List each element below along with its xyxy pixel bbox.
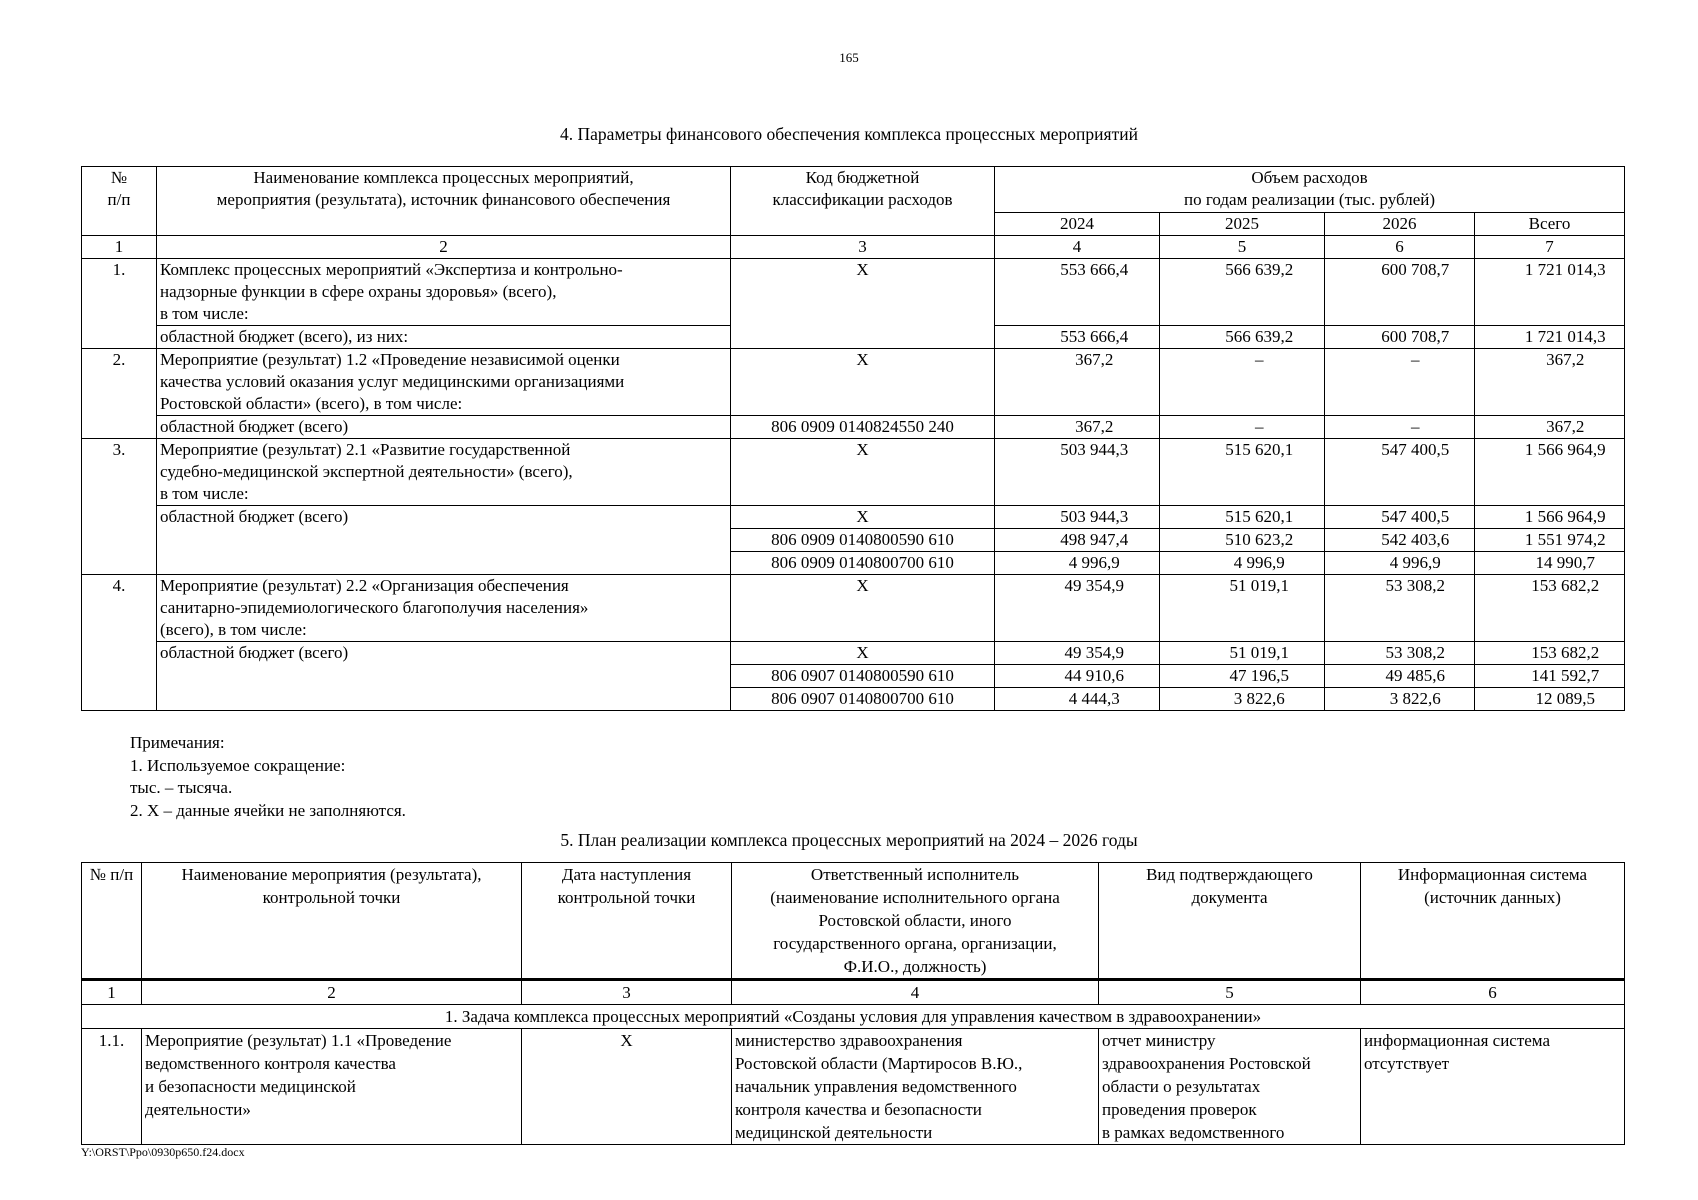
row-subname: областной бюджет (всего) (157, 642, 731, 711)
row-date: X (522, 1029, 732, 1145)
financing-table (81, 166, 1625, 711)
row-num: 1. (82, 259, 157, 349)
index-row (82, 980, 1625, 1005)
value-total: 141 592,7 (1475, 665, 1625, 688)
index-cell: 7 (1475, 236, 1625, 259)
value-total: 12 089,5 (1475, 688, 1625, 711)
value-2025: 566 639,2 (1160, 259, 1325, 326)
header-2025: 2025 (1160, 213, 1325, 236)
row-code: 806 0907 0140800590 610 (731, 665, 995, 688)
value-2026: 4 996,9 (1325, 552, 1475, 575)
row-subname: областной бюджет (всего) (157, 416, 731, 439)
row-doc: отчет министру здравоохранения Ростовской области о результатах проведения проверок в рамках ведомственного (1099, 1029, 1361, 1145)
section4-title: 4. Параметры финансового обеспечения комплекса процессных мероприятий (560, 124, 1138, 144)
table-row (82, 1029, 1625, 1145)
row-name: Мероприятие (результат) 2.2 «Организация обеспечения санитарно-эпидемиологического благополучия населения» (всего), в том числе: (157, 575, 731, 642)
row-num: 2. (82, 349, 157, 439)
index-row (82, 236, 1625, 259)
page-number: 165 (839, 50, 859, 65)
footer-file-path: Y:\ORST\Ppo\0930p650.f24.docx (81, 1145, 245, 1159)
index-cell: 4 (995, 236, 1160, 259)
index-cell: 6 (1361, 980, 1625, 1005)
plan-table (81, 862, 1625, 1145)
index-cell: 6 (1325, 236, 1475, 259)
value-total: 1 566 964,9 (1475, 439, 1625, 506)
note-line: 2. X – данные ячейки не заполняются. (130, 800, 406, 820)
row-subname: областной бюджет (всего), из них: (157, 326, 731, 349)
row-code: X (731, 259, 995, 349)
value-2024: 367,2 (995, 349, 1160, 416)
value-2026: – (1325, 349, 1475, 416)
row-name: Комплекс процессных мероприятий «Экспертиза и контрольно- надзорные функции в сфере охраны здоровья» (всего), в том числе: (157, 259, 731, 326)
row-executor: министерство здравоохранения Ростовской области (Мартиросов В.Ю., начальник управления ведомственного контроля качества и безопасности медицинской деятельности (732, 1029, 1099, 1145)
value-total: 153 682,2 (1475, 642, 1625, 665)
row-code: 806 0909 0140800590 610 (731, 529, 995, 552)
row-code: X (731, 575, 995, 642)
value-2025: 566 639,2 (1160, 326, 1325, 349)
value-2026: 600 708,7 (1325, 326, 1475, 349)
value-2026: 542 403,6 (1325, 529, 1475, 552)
value-total: 1 721 014,3 (1475, 259, 1625, 326)
header-2026: 2026 (1325, 213, 1475, 236)
index-cell: 3 (731, 236, 995, 259)
value-2026: – (1325, 416, 1475, 439)
table-row (82, 259, 1625, 326)
task-title: 1. Задача комплекса процессных мероприятий «Созданы условия для управления качеством в здравоохранении» (82, 1005, 1625, 1029)
table-row (82, 506, 1625, 529)
value-2024: 49 354,9 (995, 575, 1160, 642)
value-2025: 510 623,2 (1160, 529, 1325, 552)
row-code: X (731, 506, 995, 529)
header-executor: Ответственный исполнитель (наименование исполнительного органа Ростовской области, иного государственного органа, организации, Ф.И.О., должность) (732, 863, 1099, 980)
row-num: 4. (82, 575, 157, 711)
value-2026: 600 708,7 (1325, 259, 1475, 326)
index-cell: 3 (522, 980, 732, 1005)
value-2025: 47 196,5 (1160, 665, 1325, 688)
value-2025: 3 822,6 (1160, 688, 1325, 711)
value-2025: 51 019,1 (1160, 575, 1325, 642)
row-subname: областной бюджет (всего) (157, 506, 731, 575)
value-total: 367,2 (1475, 416, 1625, 439)
value-total: 1 551 974,2 (1475, 529, 1625, 552)
value-2026: 547 400,5 (1325, 506, 1475, 529)
index-cell: 2 (157, 236, 731, 259)
index-cell: 1 (82, 980, 142, 1005)
index-cell: 1 (82, 236, 157, 259)
table-row (82, 439, 1625, 506)
row-name: Мероприятие (результат) 1.1 «Проведение ведомственного контроля качества и безопасности медицинской деятельности» (142, 1029, 522, 1145)
table-row (82, 642, 1625, 665)
index-cell: 5 (1160, 236, 1325, 259)
row-num: 3. (82, 439, 157, 575)
row-code: X (731, 439, 995, 506)
table-row (82, 575, 1625, 642)
header-total: Всего (1475, 213, 1625, 236)
value-total: 153 682,2 (1475, 575, 1625, 642)
table-row (82, 349, 1625, 416)
section5-title: 5. План реализации комплекса процессных мероприятий на 2024 – 2026 годы (560, 830, 1138, 850)
row-code: X (731, 642, 995, 665)
value-total: 367,2 (1475, 349, 1625, 416)
value-2026: 547 400,5 (1325, 439, 1475, 506)
notes-heading: Примечания: (130, 733, 225, 752)
header-volume: Объем расходов по годам реализации (тыс. рублей) (995, 167, 1625, 213)
value-2024: 49 354,9 (995, 642, 1160, 665)
value-2025: – (1160, 416, 1325, 439)
row-name: Мероприятие (результат) 1.2 «Проведение независимой оценки качества условий оказания услуг медицинскими организациями Ростовской области» (всего), в том числе: (157, 349, 731, 416)
value-2026: 53 308,2 (1325, 575, 1475, 642)
note-line: 1. Используемое сокращение: (130, 755, 346, 775)
task-row (82, 1005, 1625, 1029)
header-name: Наименование мероприятия (результата), контрольной точки (142, 863, 522, 980)
header-num: № п/п (82, 167, 157, 236)
row-name: Мероприятие (результат) 2.1 «Развитие государственной судебно-медицинской экспертной деятельности» (всего), в том числе: (157, 439, 731, 506)
value-2024: 4 444,3 (995, 688, 1160, 711)
value-2026: 53 308,2 (1325, 642, 1475, 665)
index-cell: 2 (142, 980, 522, 1005)
value-2025: 4 996,9 (1160, 552, 1325, 575)
row-code: X (731, 349, 995, 416)
value-2024: 4 996,9 (995, 552, 1160, 575)
value-2026: 49 485,6 (1325, 665, 1475, 688)
header-doc: Вид подтверждающего документа (1099, 863, 1361, 980)
value-2025: – (1160, 349, 1325, 416)
value-2024: 503 944,3 (995, 439, 1160, 506)
value-2024: 44 910,6 (995, 665, 1160, 688)
header-2024: 2024 (995, 213, 1160, 236)
value-2024: 367,2 (995, 416, 1160, 439)
row-code: 806 0909 0140824550 240 (731, 416, 995, 439)
header-num: № п/п (82, 863, 142, 980)
value-total: 1 566 964,9 (1475, 506, 1625, 529)
header-code: Код бюджетной классификации расходов (731, 167, 995, 236)
value-2024: 553 666,4 (995, 259, 1160, 326)
value-total: 14 990,7 (1475, 552, 1625, 575)
row-code: 806 0909 0140800700 610 (731, 552, 995, 575)
value-2025: 51 019,1 (1160, 642, 1325, 665)
header-date: Дата наступления контрольной точки (522, 863, 732, 980)
value-2024: 553 666,4 (995, 326, 1160, 349)
header-system: Информационная система (источник данных) (1361, 863, 1625, 980)
notes (130, 732, 406, 822)
table-row (82, 416, 1625, 439)
value-2025: 515 620,1 (1160, 506, 1325, 529)
row-code: 806 0907 0140800700 610 (731, 688, 995, 711)
index-cell: 4 (732, 980, 1099, 1005)
value-2025: 515 620,1 (1160, 439, 1325, 506)
index-cell: 5 (1099, 980, 1361, 1005)
value-2024: 498 947,4 (995, 529, 1160, 552)
header-name: Наименование комплекса процессных мероприятий, мероприятия (результата), источник финансового обеспечения (157, 167, 731, 236)
value-total: 1 721 014,3 (1475, 326, 1625, 349)
row-num: 1.1. (82, 1029, 142, 1145)
value-2026: 3 822,6 (1325, 688, 1475, 711)
row-system: информационная система отсутствует (1361, 1029, 1625, 1145)
value-2024: 503 944,3 (995, 506, 1160, 529)
note-line: тыс. – тысяча. (130, 778, 233, 797)
